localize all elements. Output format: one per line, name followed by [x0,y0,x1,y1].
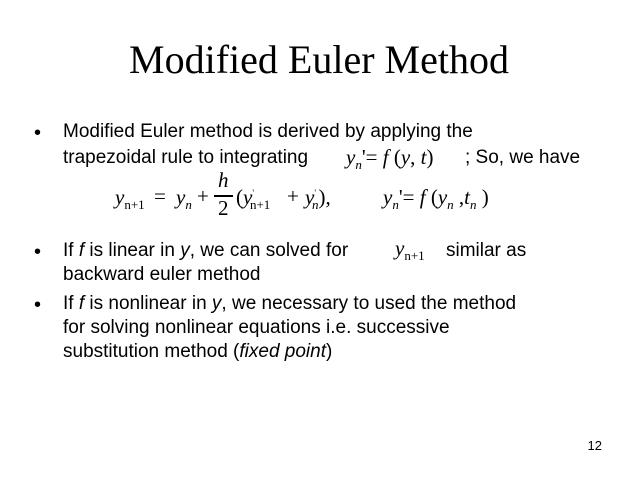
bullet-3-line-1: If f is nonlinear in y, we necessary to used the method [63,293,517,314]
bullet-dot-1: • [34,122,42,144]
bullet-dot-2: • [34,241,42,263]
bullet-2-line-1-end: similar as [446,240,527,261]
bullet-3-line-3: substitution method (fixed point) [63,341,333,362]
slide-title: Modified Euler Method [129,37,509,82]
y-n-plus-1-inline: $y_{n+1}$ [395,236,425,263]
bullet-1-line-2-start: trapezoidal rule to integrating [63,147,309,168]
bullet-3-line-2: for solving nonlinear equations i.e. successive [63,317,450,338]
ode-inline-equation: $y_n'= f$ (y, t) [346,145,434,172]
bullet-2-line-1: If f is linear in y, we can solved for [63,240,349,261]
bullet-1-line-2-end: ; So, we have [465,147,581,168]
page-number: 12 [587,438,602,453]
bullet-1-line-1: Modified Euler method is derived by applying the [63,121,473,142]
bullet-dot-3: • [34,294,42,316]
bullet-2-line-2: backward euler method [63,264,261,285]
